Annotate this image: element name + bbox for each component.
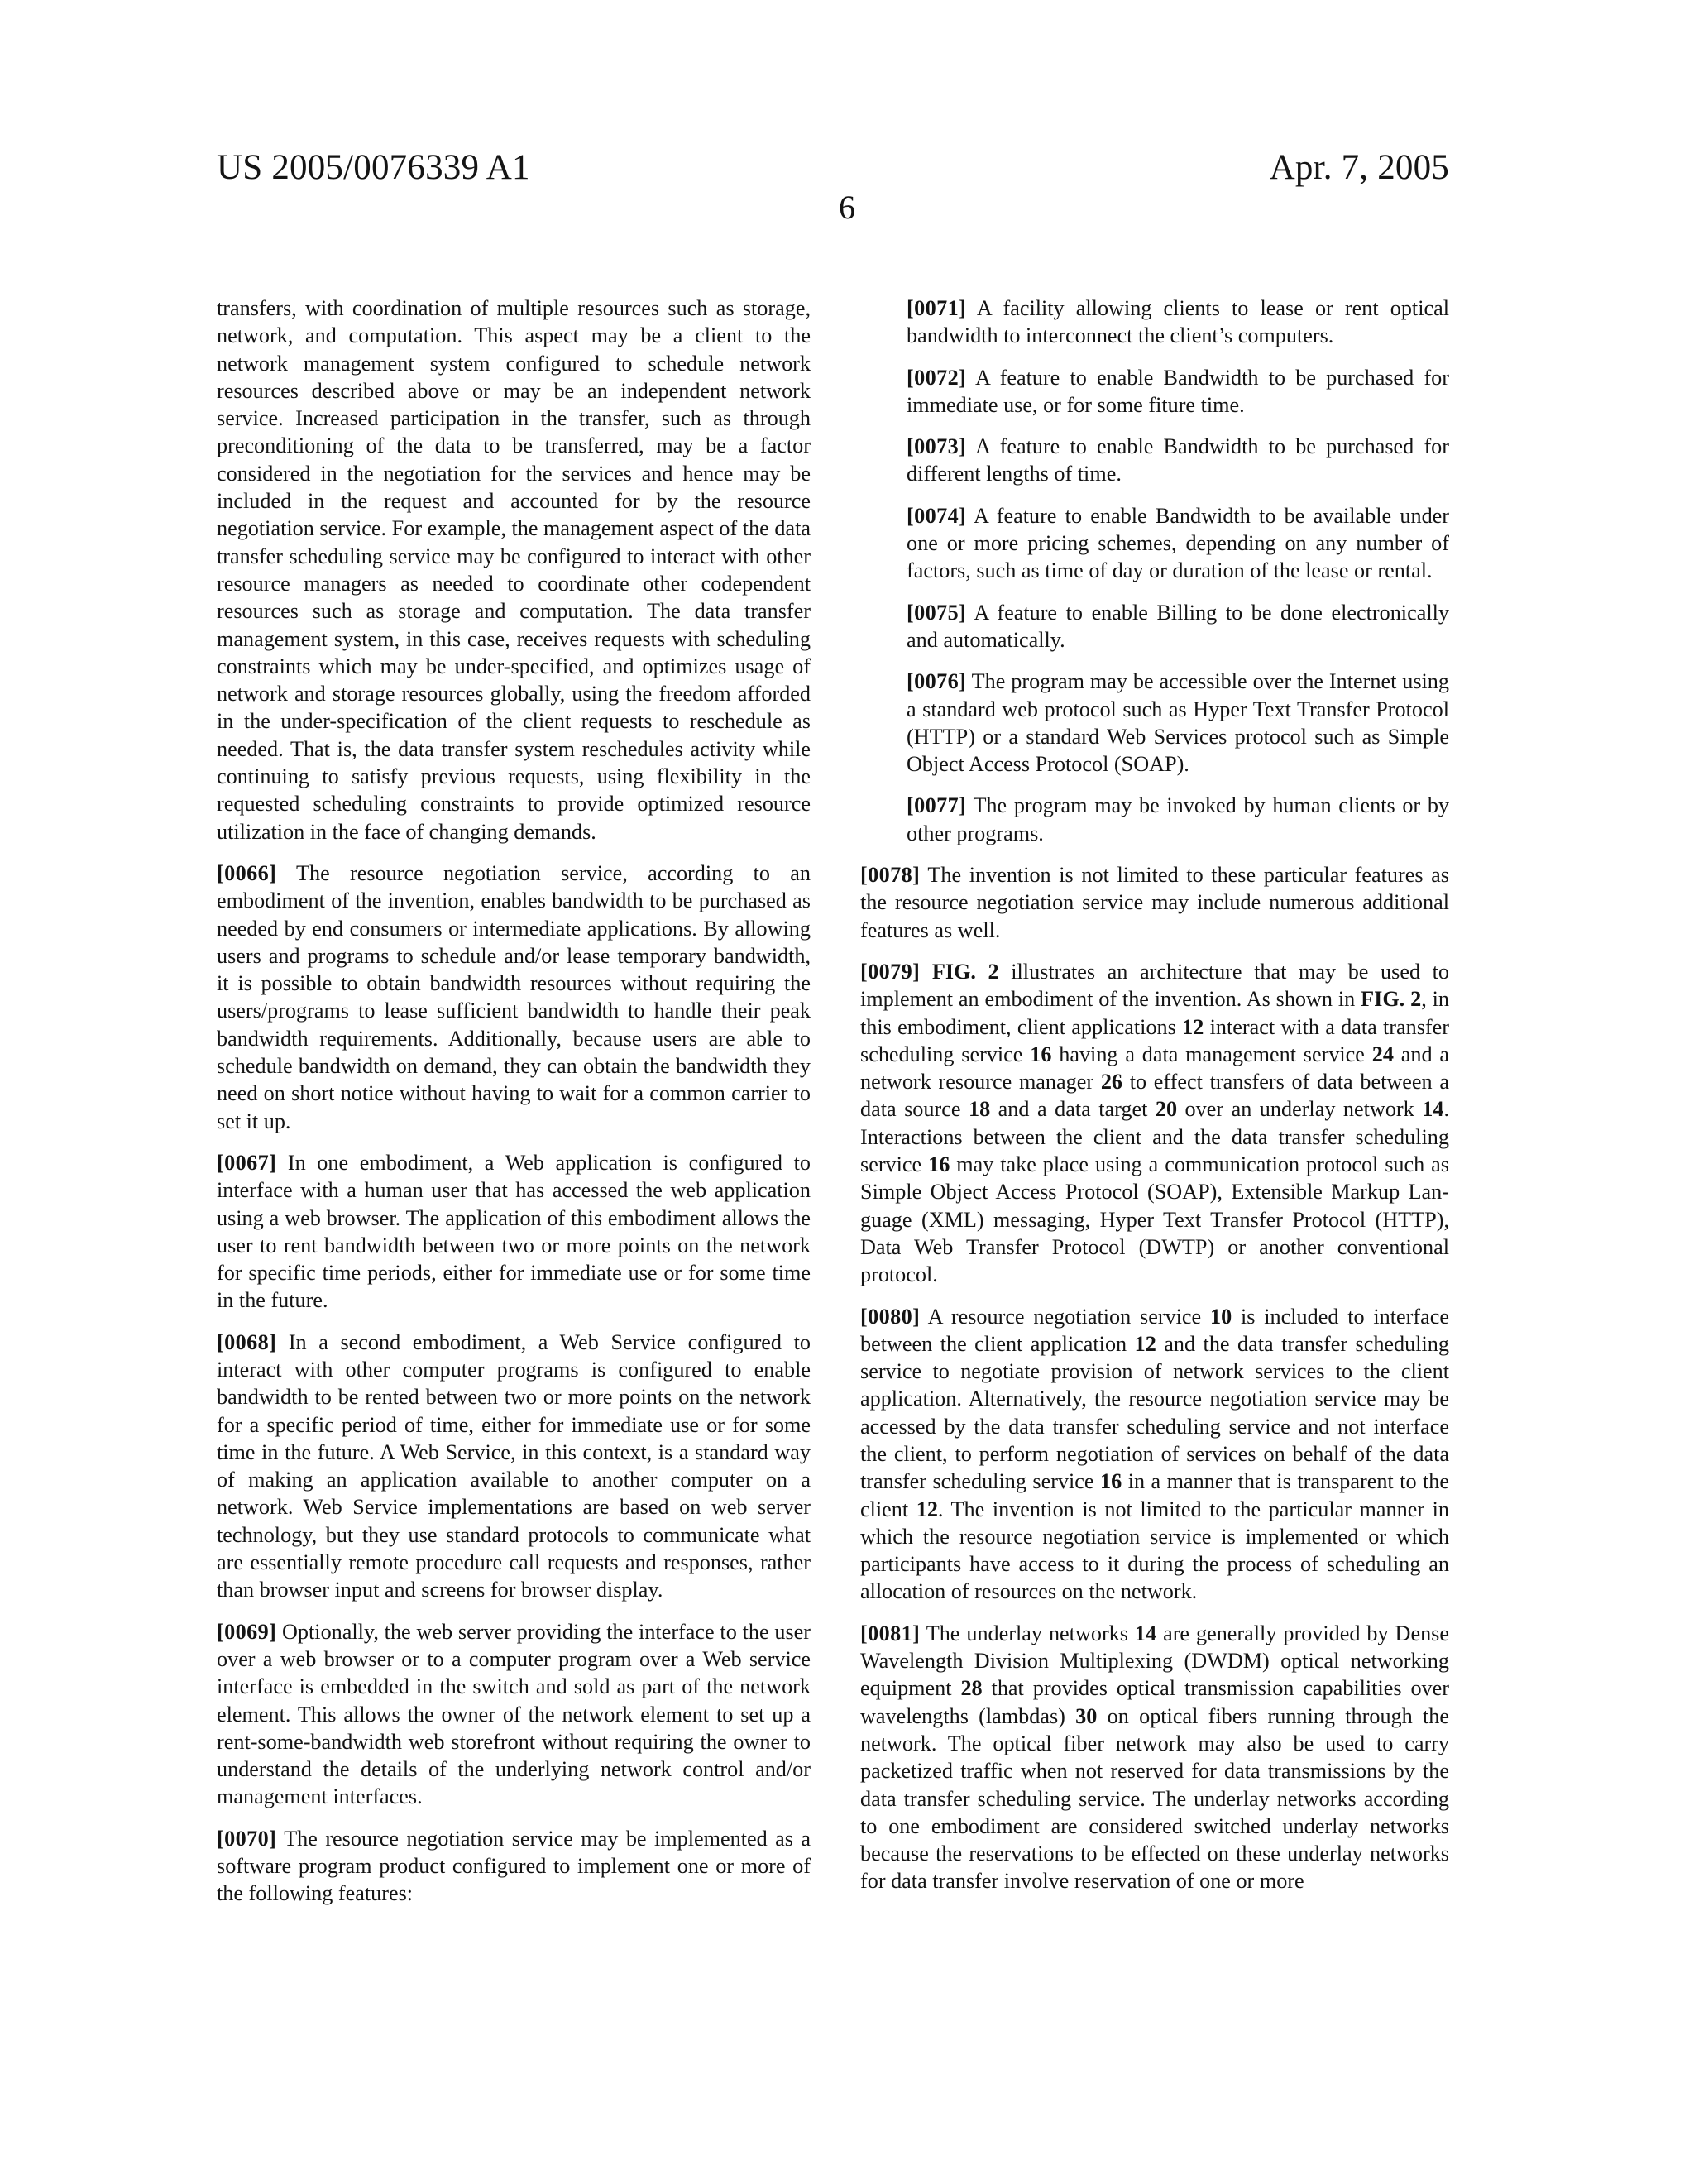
paragraph-number: [0073] <box>907 434 967 459</box>
paragraph-text <box>860 1305 1449 1604</box>
paragraph-text: The resource negotiation service may be implemented as a software program product configured to implement one or more of the following features: <box>217 1826 811 1906</box>
paragraph-text: Optionally, the web server providing the interface to the user over a web browser or to a computer program over a Web service interface is embedded in the switch and sold as part of the network element. This allows the owner of the network element to set up a rent-some-bandwidth web storefront without requiring the owner to understand the details of the underlying network control and/or management interfaces. <box>217 1619 811 1809</box>
paragraph-text: The resource negotiation service, according to an embodiment of the invention, enables bandwidth to be purchased as needed by end consumers or intermediate applications. By allowing users and programs to schedule and/or lease temporary bandwidth, it is possible to obtain bandwidth resources without requiring the users/programs to lease sufficient bandwidth to handle their peak bandwidth requirements. Additionally, because users are able to schedule bandwidth on demand, they can obtain the bandwidth they need on short notice without having to wait for a common carrier to set it up. <box>217 860 811 1133</box>
reference-numeral: 12 <box>916 1497 938 1521</box>
paragraph-number: [0079] <box>860 959 921 984</box>
paragraph-0078 <box>860 861 1449 944</box>
text-run: may take place using a communication protocol such as Simple Object Access Protocol (SOAP), Extensible Markup Language (XML) messaging, Hyper Text Transfer Protocol (HTTP), Data Web Transfer Protocol (DWTP) or another conventional protocol. <box>860 1152 1449 1287</box>
reference-numeral: 14 <box>1422 1097 1444 1122</box>
text-run: . Interactions between the client and the data transfer scheduling service <box>860 1097 1449 1177</box>
text-run: and a data target <box>990 1097 1156 1122</box>
reference-numeral: 16 <box>928 1152 950 1177</box>
paragraph-text: In a second embodiment, a Web Service configured to interact with other computer programs is configured to enable bandwidth to be rented between two or more points on the network for a specific period of time, either for immediate use or for some time in the future. A Web Service, in this context, is a standard way of making an application available to another computer on a network. Web Service implementations are based on web server technology, but they use standard protocols to communicate what are essentially remote procedure call requests and responses, rather than browser input and screens for browser display. <box>217 1329 811 1602</box>
paragraph-0068 <box>217 1329 811 1604</box>
left-column <box>217 295 811 1922</box>
text-run: , in this embodiment, client applications <box>860 987 1449 1039</box>
text-run: The underlay networks <box>926 1621 1135 1645</box>
reference-numeral: 20 <box>1155 1097 1178 1122</box>
paragraph-0077 <box>860 792 1449 847</box>
reference-numeral: 12 <box>1134 1331 1156 1356</box>
paragraph-text: A feature to enable Bandwidth to be purchased for immediate use, or for some fiture time. <box>907 365 1449 417</box>
paragraph-text: In one embodiment, a Web application is configured to interface with a human user that has accessed the web application using a web browser. The application of this embodiment allows the user to rent bandwidth between two or more points on the network for specific time periods, either for immediate use or for some time in the future. <box>217 1150 811 1313</box>
text-run: on optical fibers running through the network. The optical fiber network may also be used to carry packetized traffic when not reserved for data transmissions by the data transfer scheduling service. The underlay networks according to one embodiment are considered switched underlay networks because the reservations to be effected on these underlay networks for data transfer involve reservation of one or more <box>860 1703 1449 1894</box>
paragraph-number: [0077] <box>907 793 967 818</box>
paragraph-0079 <box>860 958 1449 1289</box>
paragraph-continued <box>217 295 811 845</box>
paragraph-text: A feature to enable Billing to be done electronically and automatically. <box>907 600 1449 652</box>
paragraph-number: [0075] <box>907 600 967 625</box>
text-run: over an underlay network <box>1177 1097 1423 1122</box>
reference-numeral: 14 <box>1134 1621 1157 1645</box>
paragraph-text: The invention is not limited to these particular features as the resource negotiation service may include numerous additional features as well. <box>860 863 1449 942</box>
paragraph-0070 <box>217 1825 811 1908</box>
reference-numeral: 24 <box>1371 1042 1394 1066</box>
reference-numeral: 18 <box>968 1097 991 1122</box>
paragraph-text: A facility allowing clients to lease or rent optical bandwidth to interconnect the client’s computers. <box>907 296 1449 348</box>
reference-numeral: 30 <box>1075 1703 1098 1728</box>
text-run: is included to interface between the client application <box>860 1304 1449 1356</box>
text-run: in a manner that is transparent to the client <box>860 1469 1450 1521</box>
reference-numeral: FIG. 2 <box>931 959 999 984</box>
text-run: having a data management service <box>1051 1042 1372 1066</box>
paragraph-0069 <box>217 1618 811 1811</box>
right-column <box>860 295 1449 1909</box>
paragraph-text: transfers, with coordination of multiple resources such as storage, network, and computation. This aspect may be a client to the network management system configured to schedule network resources described above or may be an independent network service. Increased participation in the transfer, such as through preconditioning of the data to be transferred, may be a factor considered in the negotiation for the services and hence may be included in the request and accounted for by the resource negotiation service. For example, the management aspect of the data transfer scheduling service may be configured to interact with other resource managers as needed to coordinate other codependent resources such as storage and computation. The data transfer management system, in this case, receives requests with scheduling constraints which may be under-specified, and optimizes usage of network and storage resources globally, using the freedom afforded in the under-specification of the client requests to reschedule as needed. That is, the data transfer system reschedules activity while continuing to satisfy previous requests, using flexibility in the requested scheduling constraints to provide optimized resource utilization in the face of changing demands. <box>217 296 811 844</box>
paragraph-number: [0081] <box>860 1621 921 1645</box>
text-run: A resource negotiation service <box>927 1304 1210 1329</box>
publication-number: US 2005/0076339 A1 <box>217 148 530 187</box>
paragraph-0067 <box>217 1149 811 1315</box>
paragraph-text: A feature to enable Bandwidth to be purchased for different lengths of time. <box>907 434 1449 486</box>
reference-numeral: 26 <box>1100 1070 1122 1094</box>
paragraph-text <box>860 960 1449 1286</box>
paragraph-text: The program may be accessible over the Internet using a standard web protocol such as Hyper Text Transfer Protocol (HTTP) or a standard Web Services protocol such as Simple Object Access Protocol (SOAP). <box>907 669 1449 777</box>
page-number: 6 <box>839 189 855 226</box>
paragraph-number: [0066] <box>217 860 277 885</box>
reference-numeral: 10 <box>1209 1304 1232 1329</box>
paragraph-0075 <box>860 599 1449 654</box>
text-run: that provides optical transmission capabilities over wavelengths (lambdas) <box>860 1676 1449 1728</box>
paragraph-number: [0072] <box>907 365 967 390</box>
reference-numeral: FIG. 2 <box>1361 987 1422 1012</box>
paragraph-text <box>860 1621 1449 1894</box>
paragraph-0080 <box>860 1303 1449 1606</box>
text-run: are generally provided by Dense Wavelength Division Multiplexing (DWDM) optical networking equipment <box>860 1621 1450 1701</box>
text-run: interact with a data transfer scheduling service <box>860 1014 1449 1066</box>
paragraph-0074 <box>860 502 1449 585</box>
text-run: illustrates an architecture that may be used to implement an embodiment of the invention. As shown in <box>860 959 1450 1012</box>
paragraph-number: [0067] <box>217 1150 277 1175</box>
paragraph-number: [0070] <box>217 1826 277 1851</box>
paragraph-text: The program may be invoked by human clients or by other programs. <box>907 793 1450 845</box>
paragraph-0076 <box>860 668 1449 778</box>
paragraph-0073 <box>860 433 1449 488</box>
paragraph-text: A feature to enable Bandwidth to be available under one or more pricing schemes, depending on any number of factors, such as time of day or duration of the lease or rental. <box>907 503 1450 583</box>
paragraph-0072 <box>860 364 1449 419</box>
paragraph-0066 <box>217 860 811 1135</box>
text-run: to effect transfers of data between a data source <box>860 1070 1449 1122</box>
paragraph-number: [0069] <box>217 1619 277 1644</box>
publication-date: Apr. 7, 2005 <box>1269 148 1449 187</box>
text-run: . The invention is not limited to the particular manner in which the resource negotiation service is implemented or which participants have access to it during the process of scheduling an allocation of resources on the network. <box>860 1497 1449 1604</box>
text-run: and a network resource manager <box>860 1042 1449 1094</box>
paragraph-number: [0078] <box>860 863 921 888</box>
paragraph-number: [0076] <box>907 669 967 694</box>
paragraph-0071 <box>860 295 1449 350</box>
reference-numeral: 16 <box>1100 1469 1122 1494</box>
paragraph-number: [0080] <box>860 1304 921 1329</box>
text-run: and the data transfer scheduling service to negotiate provision of network services to the client application. Alternatively, the resource negotiation service may be accessed by the data transfer scheduling service and not interface the client, to perform negotiation of services on behalf of the data transfer scheduling service <box>860 1331 1449 1494</box>
reference-numeral: 28 <box>960 1676 983 1701</box>
paragraph-0081 <box>860 1620 1449 1895</box>
paragraph-number: [0068] <box>217 1329 277 1354</box>
reference-numeral: 16 <box>1030 1042 1052 1066</box>
paragraph-number: [0071] <box>907 296 967 320</box>
paragraph-number: [0074] <box>907 503 967 528</box>
reference-numeral: 12 <box>1182 1014 1204 1039</box>
